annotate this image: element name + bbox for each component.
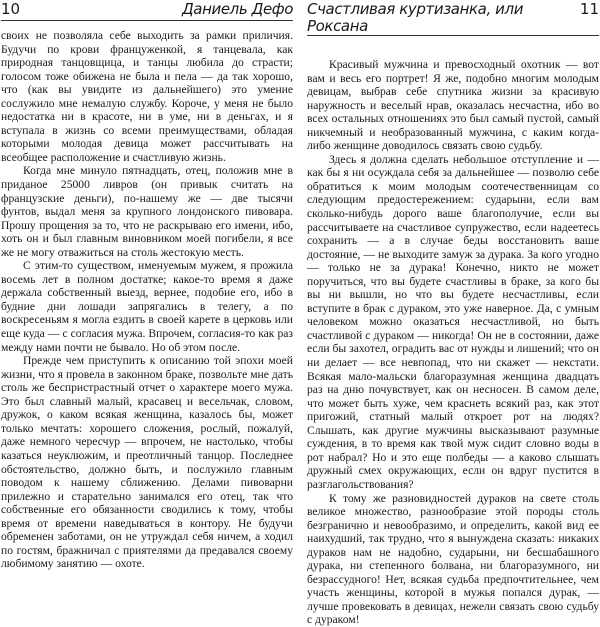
- paragraph: своих не позволяла себе выходить за рамки приличия. Будучи по крови француженкой, я танцевала, как природная танцовщица, и танцы любила до страсти; голосом тоже обижена не была и пела — да так хорошо, что (как вы увидите из дальнейшего) это умение сослужило мне немалую службу. Короче, у меня не было недостатка ни в красоте, ни в уме, ни в деньгах, и я вступала в жизнь со всеми преимуществами, обладая которыми молодая девица может рассчитывать на всеобщее расположение и счастливую жизнь.: [1, 29, 293, 164]
- right-page-body: [307, 58, 599, 627]
- page-number: 11: [579, 0, 599, 18]
- paragraph: Красивый мужчина и превосходный охотник — вот вам и весь его портрет! Я же, подобно многим молодым девицам, выбрав себе спутника жизни за красивую наружность и веселый нрав, оказалась несчастна, ибо во всех остальных отношениях это был самый пустой, самый никчемный и необразованный мужчина, с каким когда-либо женщине доводилось связать свою судьбу.: [307, 58, 599, 153]
- right-page: [307, 0, 599, 627]
- paragraph: Прежде чем приступить к описанию той эпохи моей жизни, что я провела в законном браке, позвольте мне дать столь же беспристрастный отчет о характере моего мужа. Это был славный малый, красавец и весельчак, словом, дружок, о каком всякая женщина, казалось бы, может только мечтать: хорошего сложения, рослый, пожалуй, даже немного чересчур — впрочем, не настолько, чтобы казаться неуклюжим, и преотличный танцор. Последнее обстоятельство, должно быть, и послужило главным поводом к нашему сближению. Делами пивоварни прилежно и старательно занимался его отец, так что собственные его обязанности сводились к тому, чтобы время от времени наведываться в контору. Не будучи обременен заботами, он не утруждал себя ничем, а ходил по гостям, бражничал с приятелями да предавался своему любимому занятию — охоте.: [1, 354, 293, 571]
- paragraph: С этим-то существом, именуемым мужем, я прожила восемь лет в полном достатке; какое-то время я даже держала собственный выезд, вернее, подобие его, ибо в будние дни лошади запрягались в телегу, а по воскресеньям я могла ездить в своей карете в церковь или еще куда — с согласия мужа. Впрочем, согласия-то как раз между нами почти не бывало. Но об этом после.: [1, 259, 293, 354]
- running-title-book: Счастливая куртизанка, или Роксана: [307, 0, 524, 35]
- left-page: [1, 0, 293, 571]
- right-running-head: [307, 0, 599, 36]
- page-number: 10: [1, 0, 21, 18]
- left-page-body: [1, 29, 293, 571]
- paragraph: К тому же разновидностей дураков на свете столь великое множество, разнообразие этой породы столь безгранично и невообразимо, и определить, какой вид ее наихудший, так трудно, что я вынуждена сказать: никаких дураков нам не надобно, сударыни, ни бесшабашного дурака, ни степенного болвана, ни благоразумного, ни безрассудного! Нет, всякая судьба предпочтительнее, чем участь женщины, которой в мужья попался дурак, — лучше провековать в девицах, нежели связать свою судьбу с дураком!: [307, 491, 599, 627]
- paragraph: Когда мне минуло пятнадцать, отец, положив мне в приданое 25000 ливров (он привык считать на французские деньги), по-нашему же — две тысячи фунтов, выдал меня за крупного лондонского пивовара. Прошу прощения за то, что не раскрываю его имени, ибо, хоть он и был главным виновником моей погибели, я все же не могу отважиться на столь жестокую месть.: [1, 164, 293, 259]
- paragraph: Здесь я должна сделать небольшое отступление и — как бы я ни осуждала себя за дальнейшее — позволю себе обратиться к моим молодым соотечественницам со следующим предостережением: сударыни, если вам сколько-нибудь дорого ваше благополучие, если вы рассчитываете на счастливое супружество, если надеетесь сохранить — а в случае беды восстановить ваше достояние, — не выходите замуж за дурака. За кого угодно — только не за дурака! Конечно, никто не может поручиться, что вы будете счастливы в браке, за кого бы вы ни вышли, но что вы будете несчастливы, если вступите в брак с дураком, это уже наверное. Да, с умным человеком можно оказаться несчастливой, но быть счастливой с дураком — никогда! Он не в состоянии, даже если бы захотел, оградить вас от нужды и лишений; что он ни делает — все невпопад, что ни скажет — некстати. Всякая мало-мальски благоразумная женщина двадцать раз на дню почувствует, как он несносен. В самом деле, что может быть хуже, чем краснеть всякий раз, как этот пригожий, статный малый откроет рот на людях? Слышать, как другие мужчины высказывают разумные суждения, в то время как твой муж сидит словно воды в рот набрал? Но и это еще полбеды — а каково слышать дружный смех окружающих, если он вдруг пустится в разглагольствования?: [307, 152, 599, 491]
- running-title-author: Даниель Дефо: [181, 0, 293, 18]
- left-running-head: [1, 0, 293, 21]
